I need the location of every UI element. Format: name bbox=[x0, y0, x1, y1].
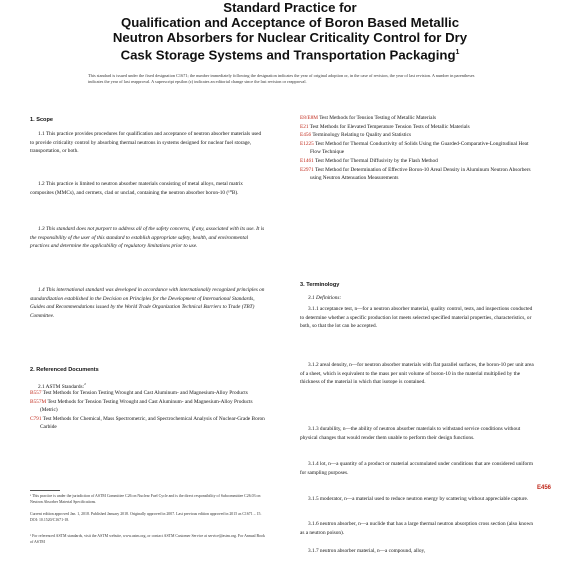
title-line: Qualification and Acceptance of Boron Based Metallic bbox=[120, 15, 460, 30]
refdocs-section bbox=[30, 366, 265, 375]
footnote-1b: Current edition approved Jan. 1, 2018. Published January 2018. Originally approved in 2007. Last previous edition approved in 2015 as C1671 – 15. DOI: 10.1520/C1671-18. bbox=[30, 512, 262, 522]
reference-item[interactable]: E1225 Test Method for Thermal Conductivity of Solids Using the Guarded-Comparative-Longitudinal Heat Flow Technique bbox=[300, 140, 529, 156]
term-definition: 3.1.6 neutron absorber, n—a nuclide that has a large thermal neutron absorption cross section (also known as a neutron poison). bbox=[300, 521, 534, 536]
paragraph: 1.4 This international standard was developed in accordance with internationally recognized principles on standardization established in the Decision on Principles for the Development of International Standards, Guides and Recommendations issued by the World Trade Organization Technical Barriers to Trade (TBT) Committee. bbox=[30, 287, 265, 319]
reference-item[interactable]: E21 Test Methods for Elevated Temperature Tension Tests of Metallic Materials bbox=[300, 123, 470, 130]
footnote-1: ¹ This practice is under the jurisdiction of ASTM Committee C26 on Nuclear Fuel Cycle and is the direct responsibility of Subcommittee C26.03 on Neutron Absorber Material Specifications. bbox=[30, 494, 261, 504]
margin-reference-mark[interactable]: E456 bbox=[537, 485, 552, 491]
document-title bbox=[90, 0, 490, 62]
paragraph: 1.2 This practice is limited to neutron absorber materials consisting of metal alloys, metal matrix composites (MMCs), and cermets, clad or unclad, containing the neutron absorber boron-10 (¹⁰B). bbox=[30, 181, 243, 196]
term-definition: 3.1.4 lot, n—a quantity of a product or material accumulated under conditions that are considered uniform for sampling purposes. bbox=[300, 461, 534, 476]
reference-item[interactable]: C791 Test Methods for Chemical, Mass Spectrometric, and Spectrochemical Analysis of Nuclear-Grade Boron Carbide bbox=[30, 415, 265, 431]
term-definition: 3.1.3 durability, n—the ability of neutron absorber materials to withstand service conditions without physical changes that would render them unable to perform their design functions. bbox=[300, 426, 521, 441]
title-line: Standard Practice for bbox=[223, 0, 357, 15]
astm-line: 2.1 ASTM Standards:$^2$ bbox=[38, 382, 86, 390]
reference-item[interactable]: E456 Terminology Relating to Quality and Statistics bbox=[300, 132, 412, 139]
footnote-rule bbox=[30, 490, 60, 491]
definitions-line: 3.1 Definitions: bbox=[308, 295, 342, 301]
section-heading: 3. Terminology bbox=[300, 282, 340, 288]
reference-list bbox=[300, 114, 535, 183]
reference-list bbox=[30, 389, 265, 432]
footnote-2: ² For referenced ASTM standards, visit the ASTM website, www.astm.org, or contact ASTM Customer Service at service@astm.org. For Annual Book of ASTM bbox=[30, 534, 265, 544]
reference-item[interactable]: E1461 Test Method for Thermal Diffusivity by the Flash Method bbox=[300, 157, 438, 164]
paragraph: 1.3 This standard does not purport to address all of the safety concerns, if any, associated with its use. It is the responsibility of the user of this standard to establish appropriate safety, health, and environmental practices and determine the applicability of regulatory limitations prior to use. bbox=[30, 226, 265, 250]
title-line: Cask Storage Systems and Transportation Packaging$^1$ bbox=[120, 47, 460, 63]
section-heading: 2. Referenced Documents bbox=[30, 367, 99, 373]
term-definition: 3.1.2 areal density, n—for neutron absorber materials with flat parallel surfaces, the boron-10 per unit area of a sheet, which is equivalent to the mass per unit volume of boron-10 in the material multiplied by the thickness of the material in which that isotope is contained. bbox=[300, 362, 534, 386]
paragraph: 1.1 This practice provides procedures for qualification and acceptance of neutron absorber materials used to provide criticality control by absorbing thermal neutrons in systems designed for nuclear fuel storage, transportation, or both. bbox=[30, 131, 262, 155]
reference-item[interactable]: B557M Test Methods for Tension Testing Wrought and Cast Aluminum- and Magnesium-Alloy Products (Metric) bbox=[30, 398, 253, 414]
term-definition: 3.1.1 acceptance test, n—for a neutron absorber material, quality control, tests, and inspections conducted to determine whether a specific production lot meets selected specified material properties, characteristics, or both, so that the lot can be accepted. bbox=[300, 306, 533, 330]
reference-item[interactable]: B557 Test Methods for Tension Testing Wrought and Cast Aluminum- and Magnesium-Alloy Products bbox=[30, 390, 248, 396]
terminology-section bbox=[300, 281, 535, 290]
section-heading: 1. Scope bbox=[30, 117, 54, 123]
title-line: Neutron Absorbers for Nuclear Criticality Control for Dry bbox=[112, 30, 468, 45]
reference-item[interactable]: E8/E8M Test Methods for Tension Testing of Metallic Materials bbox=[300, 115, 437, 121]
designation-note: This standard is issued under the fixed designation C1671; the number immediately following the designation indicates the year of original adoption or, in the case of revision, the year of last revision. A number in parentheses indicates the year of last reapproval. A superscript epsilon (ε) indicates an editorial change since the last revision or reapproval. bbox=[88, 73, 475, 84]
scope-section bbox=[30, 116, 265, 125]
reference-item[interactable]: E2971 Test Method for Determination of Effective Boron-10 Areal Density in Aluminum Neutron Absorbers using Neutron Attenuation Measurements bbox=[300, 166, 531, 182]
title-footnote-mark: 1 bbox=[455, 49, 460, 56]
term-definition: 3.1.5 moderator, n—a material used to reduce neutron energy by scattering without appreciable capture. bbox=[308, 496, 529, 502]
term-definition: 3.1.7 neutron absorber material, n—a compound, alloy, bbox=[308, 548, 426, 554]
